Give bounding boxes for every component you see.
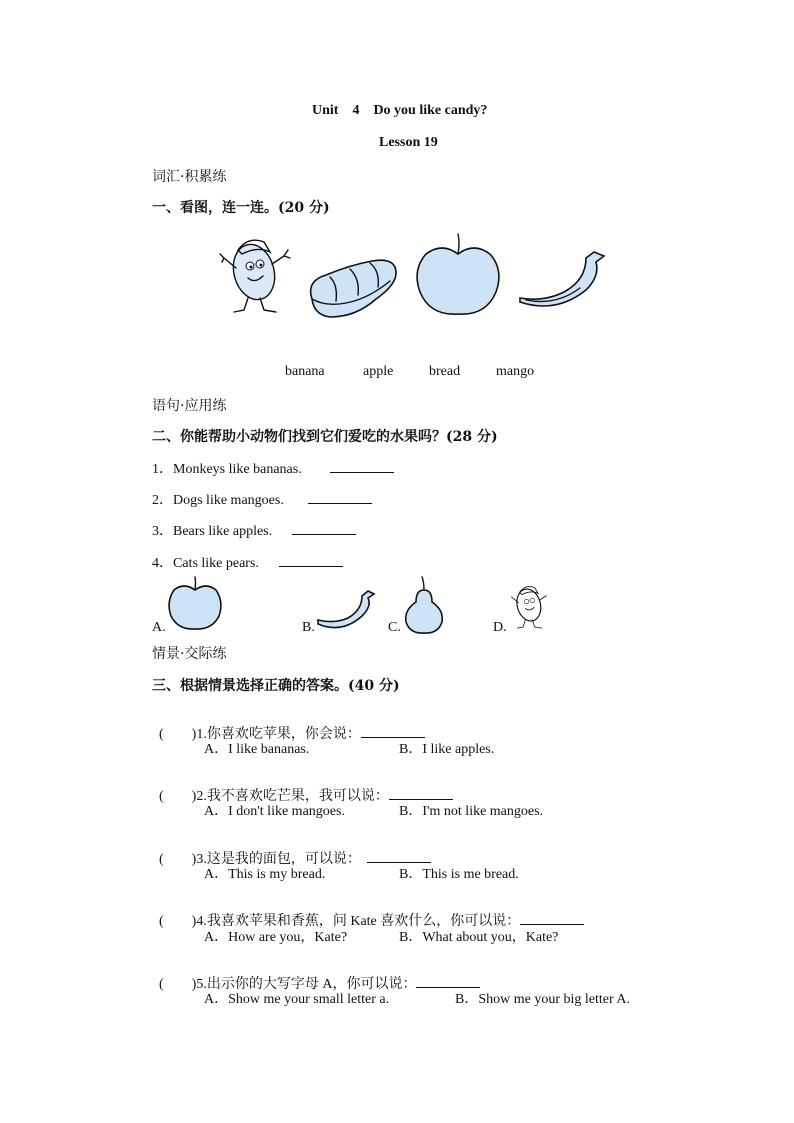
matching-item-text: 1．Monkeys like bananas.: [152, 462, 302, 477]
option-b[interactable]: B．Show me your big letter A.: [455, 992, 630, 1007]
answer-blank[interactable]: [279, 554, 343, 567]
section2-heading: 二、你能帮助小动物们找到它们爱吃的水果吗？(28 分): [152, 429, 498, 445]
answer-blank: [520, 912, 584, 925]
matching-item-text: 2．Dogs like mangoes.: [152, 493, 284, 508]
option-c-label: C.: [388, 620, 401, 635]
apple-icon: [414, 232, 502, 320]
matching-item: [152, 552, 343, 572]
question-text: 3.这是我的面包，可以说：: [196, 852, 361, 867]
question-stem: [152, 894, 584, 930]
option-b[interactable]: B．I like apples.: [399, 742, 495, 757]
unit-title: Unit 4 Do you like candy?: [312, 103, 488, 118]
option-a[interactable]: A．How are you，Kate?: [204, 930, 348, 945]
question-text: 5.出示你的大写字母 A，你可以说：: [196, 977, 417, 992]
apple-icon: [166, 576, 224, 632]
answer-blank: [389, 787, 453, 800]
option-a[interactable]: A．Show me your small letter a.: [204, 992, 390, 1007]
option-b[interactable]: B．What about you，Kate?: [399, 930, 559, 945]
option-a[interactable]: A．I don't like mangoes.: [204, 804, 345, 819]
option-b[interactable]: B．This is me bread.: [399, 867, 519, 882]
lesson-title: Lesson 19: [379, 135, 438, 150]
answer-blank: [416, 975, 480, 988]
matching-item: [152, 520, 356, 540]
question-text: 4.我喜欢苹果和香蕉，问 Kate 喜欢什么，你可以说：: [196, 914, 521, 929]
answer-blank[interactable]: [330, 460, 394, 473]
answer-paren[interactable]: ( ): [159, 789, 197, 804]
section2-category: 语句·应用练: [152, 398, 227, 414]
question-text: 2.我不喜欢吃芒果，我可以说：: [196, 789, 389, 804]
answer-blank: [367, 850, 431, 863]
word-mango: mango: [496, 364, 535, 379]
answer-paren[interactable]: ( ): [159, 977, 197, 992]
mango-character-icon: [218, 228, 294, 316]
option-a[interactable]: A．I like bananas.: [204, 742, 310, 757]
option-d-label: D.: [493, 620, 507, 635]
bread-icon: [306, 255, 400, 321]
matching-item: [152, 489, 372, 509]
question-text: 1.你喜欢吃苹果，你会说：: [196, 727, 361, 742]
word-apple: apple: [363, 364, 394, 379]
section1-category: 词汇·积累练: [152, 169, 227, 185]
option-a[interactable]: A．This is my bread.: [204, 867, 326, 882]
matching-item-text: 3．Bears like apples.: [152, 524, 273, 539]
answer-blank[interactable]: [292, 522, 356, 535]
section1-heading: 一、看图，连一连。(20 分): [152, 200, 330, 216]
option-b-label: B.: [302, 620, 315, 635]
answer-blank[interactable]: [308, 491, 372, 504]
answer-blank: [361, 725, 425, 738]
word-bread: bread: [429, 364, 461, 379]
section3-heading: 三、根据情景选择正确的答案。(40 分): [152, 678, 400, 694]
section3-category: 情景·交际练: [152, 646, 227, 662]
banana-icon: [516, 250, 608, 322]
mango-character-icon: [508, 578, 552, 632]
matching-item-text: 4．Cats like pears.: [152, 556, 259, 571]
matching-item: [152, 458, 394, 478]
pear-icon: [402, 576, 446, 634]
answer-paren[interactable]: ( ): [159, 914, 197, 929]
option-a-label: A.: [152, 620, 166, 635]
answer-paren[interactable]: ( ): [159, 852, 197, 867]
option-b[interactable]: B．I'm not like mangoes.: [399, 804, 544, 819]
banana-icon: [316, 590, 376, 634]
word-banana: banana: [285, 364, 325, 379]
answer-paren[interactable]: ( ): [159, 727, 197, 742]
